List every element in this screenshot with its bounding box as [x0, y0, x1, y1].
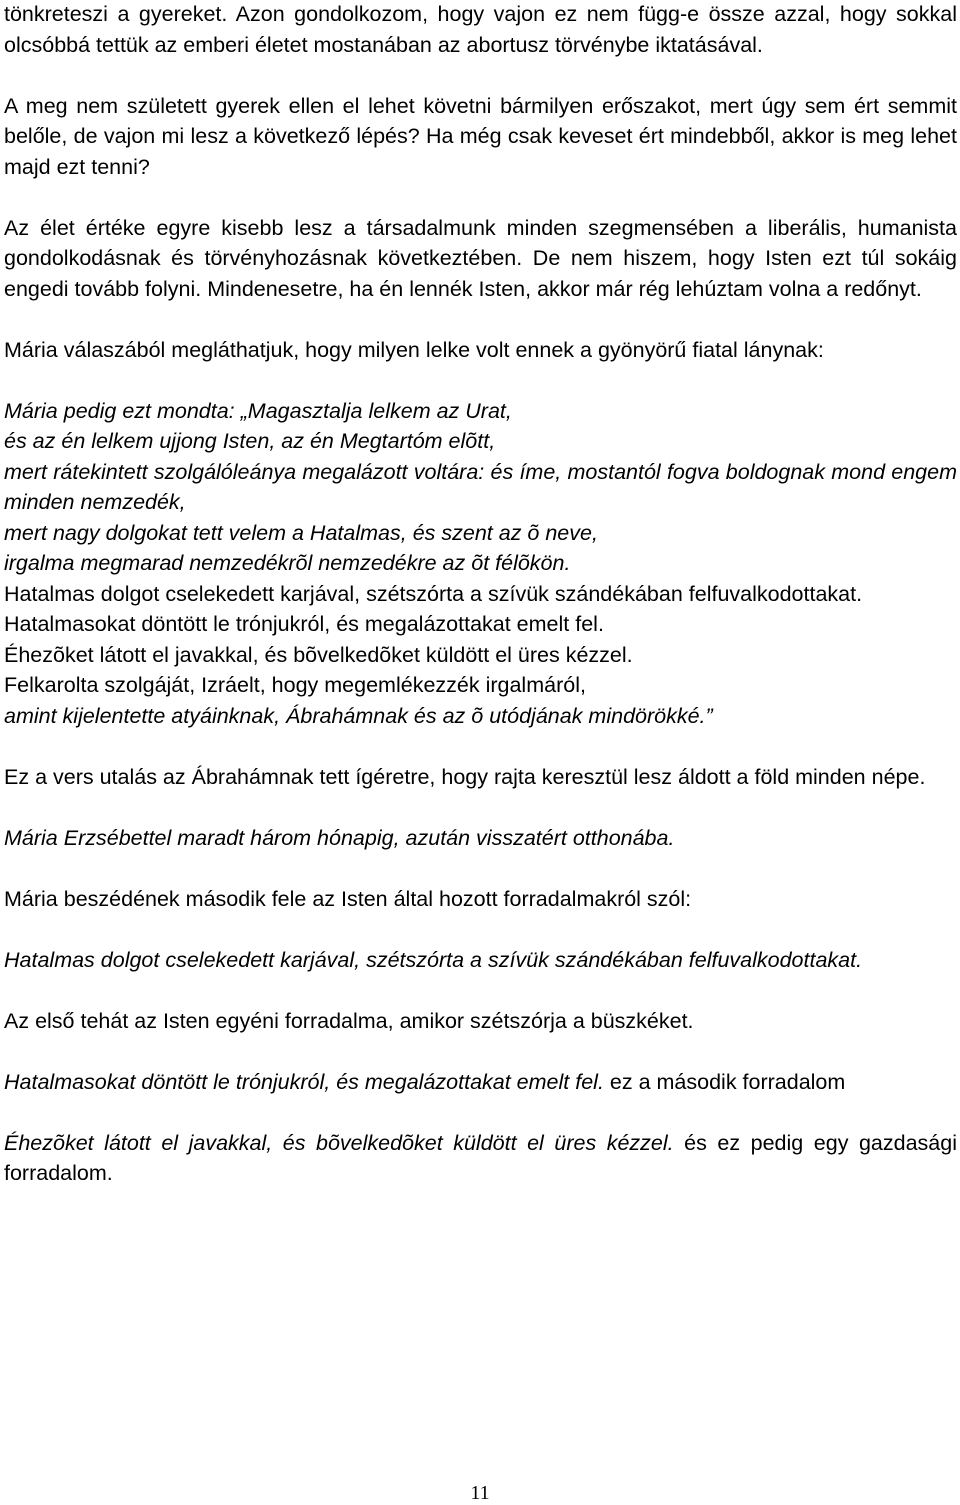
- paragraph-unborn-child: A meg nem született gyerek ellen el lehet követni bármilyen erőszakot, mert úgy sem ért semmit belőle, de vajon mi lesz a következő lépés? Ha még csak keveset ért mindebből, akkor is meg lehet majd ezt tenni?: [4, 93, 957, 179]
- poem-line: Mária pedig ezt mondta: „Magasztalja lelkem az Urat,: [4, 398, 512, 423]
- paragraph-gap: [4, 1036, 957, 1067]
- paragraph-three-months: Mária Erzsébettel maradt három hónapig, azután visszatért otthonába.: [4, 825, 675, 850]
- poem-line: Felkarolta szolgáját, Izráelt, hogy megemlékezzék irgalmáról,: [4, 673, 586, 697]
- paragraph-quote-mighty: Hatalmas dolgot cselekedett karjával, szétszórta a szívük szándékában felfuvalkodottakat.: [4, 947, 863, 972]
- paragraph-second-revolution: [4, 1067, 957, 1098]
- poem-line: Hatalmas dolgot cselekedett karjával, szétszórta a szívük szándékában felfuvalkodottakat.: [4, 581, 863, 606]
- paragraph-gap: [4, 914, 957, 945]
- paragraph-gap: [4, 975, 957, 1006]
- paragraph-gap: [4, 792, 957, 823]
- paragraph-gap: [4, 182, 957, 213]
- paragraph-gap: [4, 853, 957, 884]
- document-page: [4, 0, 957, 1189]
- quote-text: Éhezõket látott el javakkal, és bõvelkedõket küldött el üres kézzel.: [4, 1130, 674, 1155]
- commentary-text: ez a második forradalom: [603, 1069, 846, 1094]
- paragraph-value-of-life: Az élet értéke egyre kisebb lesz a társadalmunk minden szegmensében a liberális, humanista gondolkodásnak és törvényhozásnak következtében. De nem hiszem, hogy Isten ezt túl sokáig engedi tovább folyni. Mindenesetre, ha én lennék Isten, akkor már rég lehúztam volna a redőnyt.: [4, 215, 957, 301]
- quote-text: Hatalmasokat döntött le trónjukról, és megalázottakat emelt fel.: [4, 1069, 604, 1094]
- paragraph-gap: [4, 365, 957, 396]
- paragraph-economic-revolution: [4, 1128, 957, 1189]
- poem-line: amint kijelentette atyáinknak, Ábrahámnak és az õ utódjának mindörökké.”: [4, 703, 713, 728]
- poem-line: mert rátekintett szolgálóleánya megalázott voltára: és íme, mostantól fogva boldognak mond engem minden nemzedék,: [4, 459, 957, 514]
- poem-line: mert nagy dolgokat tett velem a Hatalmas, és szent az õ neve,: [4, 520, 598, 545]
- paragraph-gap: [4, 304, 957, 335]
- poem-line: Éhezõket látott el javakkal, és bõvelkedõket küldött el üres kézzel.: [4, 642, 633, 667]
- commentary-text: és ez pedig egy gazdasági forradalom.: [4, 1130, 957, 1185]
- paragraph-second-half: Mária beszédének második fele az Isten által hozott forradalmakról szól:: [4, 886, 692, 911]
- poem-line: és az én lelkem ujjong Isten, az én Megtartóm elõtt,: [4, 429, 496, 453]
- paragraph-first-revolution: Az első tehát az Isten egyéni forradalma, amikor szétszórja a büszkéket.: [4, 1008, 694, 1033]
- paragraph-maria-answer: Mária válaszából megláthatjuk, hogy milyen lelke volt ennek a gyönyörű fiatal lánynak:: [4, 337, 824, 362]
- poem-line: Hatalmasokat döntött le trónjukról, és megalázottakat emelt fel.: [4, 612, 604, 636]
- paragraph-abortion: tönkreteszi a gyereket. Azon gondolkozom, hogy vajon ez nem függ-e össze azzal, hogy sokkal olcsóbbá tettük az emberi életet mostanában az abortusz törvénybe iktatásával.: [4, 2, 957, 57]
- paragraph-gap: [4, 731, 957, 762]
- paragraph-abraham-promise: Ez a vers utalás az Ábrahámnak tett ígéretre, hogy rajta keresztül lesz áldott a föld minden népe.: [4, 764, 926, 789]
- magnificat-poem: [4, 396, 957, 732]
- poem-line: irgalma megmarad nemzedékrõl nemzedékre az õt félõkön.: [4, 551, 571, 575]
- page-number: 11: [470, 1482, 490, 1504]
- paragraph-gap: [4, 1097, 957, 1128]
- paragraph-gap: [4, 60, 957, 91]
